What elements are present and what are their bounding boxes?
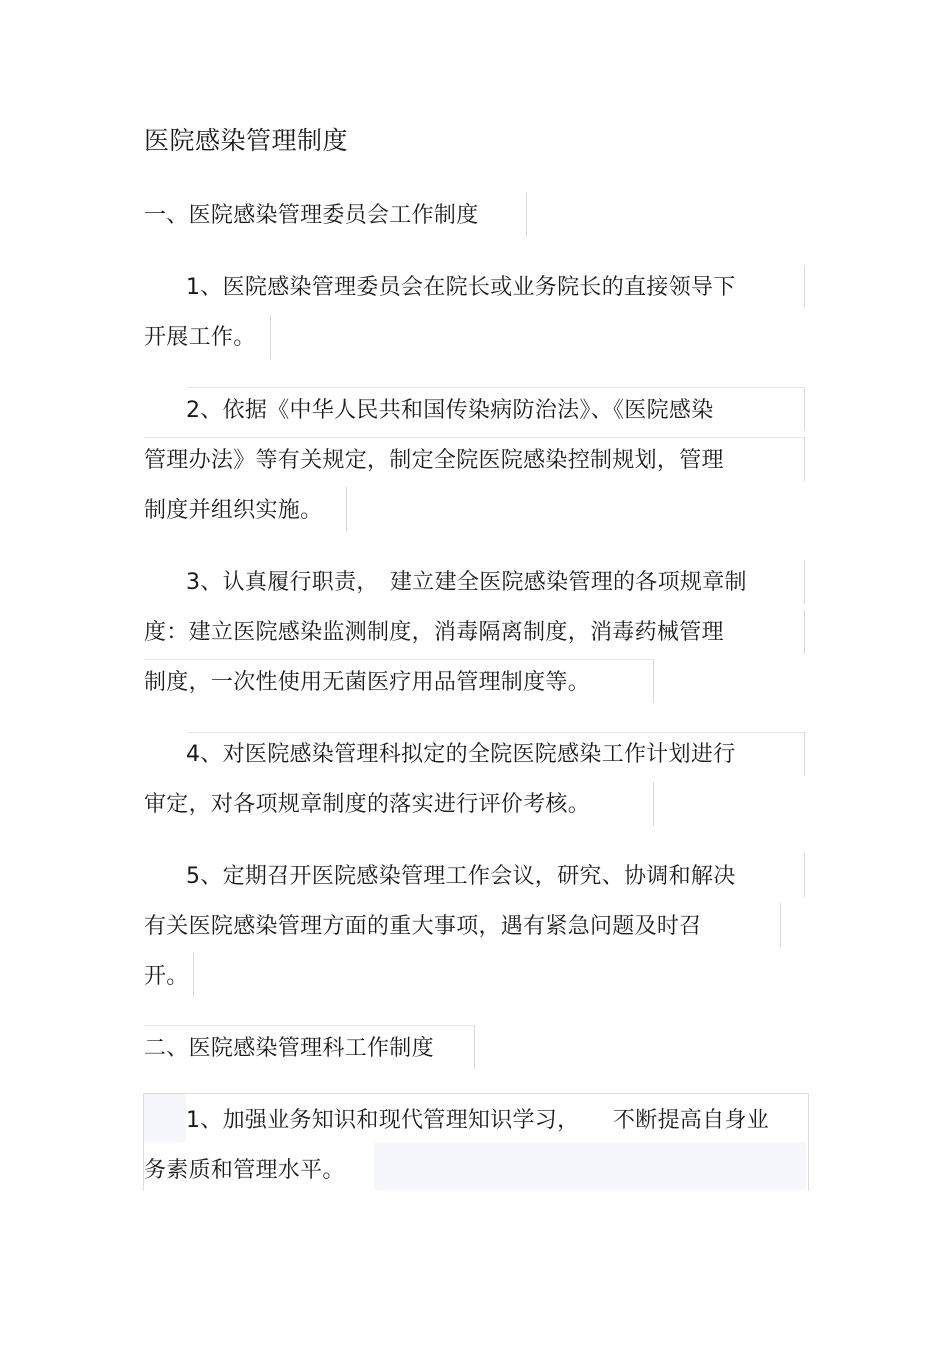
scan-rule bbox=[186, 387, 804, 388]
scan-rule bbox=[804, 560, 805, 604]
section1-item5-line3: 开。 bbox=[144, 964, 189, 989]
section1-item4-line2: 审定，对各项规章制度的落实进行评价考核。 bbox=[144, 792, 591, 817]
section2-item1-line1: 1、加强业务知识和现代管理知识学习， 不断提高自身业 bbox=[186, 1108, 770, 1133]
scan-rule bbox=[144, 1025, 474, 1026]
section2-item1-line2: 务素质和管理水平。 bbox=[144, 1158, 345, 1183]
scan-rule bbox=[804, 387, 805, 431]
scan-rule bbox=[804, 732, 805, 776]
scan-rule bbox=[144, 437, 804, 438]
section1-item3-line1: 3、认真履行职责， 建立建全医院感染管理的各项规章制 bbox=[186, 570, 747, 595]
section1-item5-line1: 5、定期召开医院感染管理工作会议，研究、协调和解决 bbox=[186, 864, 736, 889]
scan-rule bbox=[653, 659, 654, 703]
section1-item2-line1: 2、依据《中华人民共和国传染病防治法》、《医院感染 bbox=[186, 398, 714, 423]
scan-rule bbox=[804, 610, 805, 654]
scan-rule bbox=[270, 315, 271, 359]
scan-rule bbox=[653, 782, 654, 826]
section1-item1-line2: 开展工作。 bbox=[144, 325, 256, 350]
scan-rule bbox=[186, 732, 804, 733]
scan-shade bbox=[374, 1142, 806, 1190]
scan-rule bbox=[144, 659, 654, 660]
section2-heading: 二、医院感染管理科工作制度 bbox=[144, 1036, 434, 1061]
scan-rule bbox=[804, 437, 805, 481]
scan-rule bbox=[780, 903, 781, 947]
scan-rule bbox=[474, 1025, 475, 1069]
scan-rule bbox=[526, 192, 527, 236]
scan-rule bbox=[804, 265, 805, 307]
section1-item2-line2: 管理办法》等有关规定，制定全院医院感染控制规划，管理 bbox=[144, 448, 724, 473]
scan-rule bbox=[804, 853, 805, 897]
document-title: 医院感染管理制度 bbox=[144, 126, 349, 155]
section1-item2-line3: 制度并组织实施。 bbox=[144, 498, 323, 523]
section1-item4-line1: 4、对医院感染管理科拟定的全院医院感染工作计划进行 bbox=[186, 742, 736, 767]
section1-item3-line2: 度：建立医院感染监测制度，消毒隔离制度，消毒药械管理 bbox=[144, 620, 724, 645]
section1-item3-line3: 制度，一次性使用无菌医疗用品管理制度等。 bbox=[144, 670, 591, 695]
section1-heading: 一、医院感染管理委员会工作制度 bbox=[144, 203, 479, 228]
section1-item1-line1: 1、医院感染管理委员会在院长或业务院长的直接领导下 bbox=[186, 275, 736, 300]
section1-item5-line2: 有关医院感染管理方面的重大事项，遇有紧急问题及时召 bbox=[144, 914, 702, 939]
scan-rule bbox=[193, 953, 194, 997]
scan-shade bbox=[144, 1094, 186, 1142]
scan-rule bbox=[346, 487, 347, 531]
